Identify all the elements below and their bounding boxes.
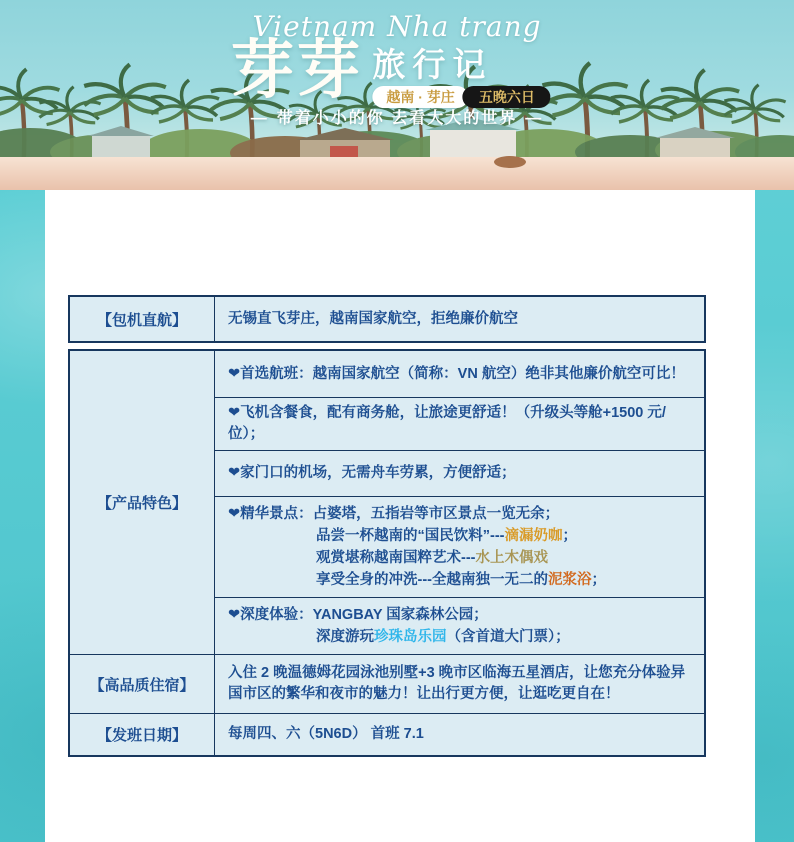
table-row — [69, 296, 705, 342]
feature-airport-cell: ❤家门口的机场，无需舟车劳累，方便舒适； — [215, 451, 706, 497]
header-titles — [0, 0, 794, 190]
charter-label-cell: 【包机直航】 — [69, 296, 215, 342]
feature-experience-cell — [215, 598, 706, 655]
highlight-drip-coffee: 滴漏奶咖 — [504, 528, 563, 544]
title-small: 旅行记 — [372, 46, 493, 83]
feature-line — [228, 604, 696, 626]
feature-text: 享受全身的冲洗---全越南独一无二的 — [316, 572, 548, 588]
location-badge: 越南 · 芽庄 — [372, 86, 468, 108]
feature-line — [228, 525, 696, 547]
feature-text: 观赏堪称越南国粹艺术--- — [316, 550, 476, 566]
tagline-left-dash: — — [250, 110, 269, 127]
tagline — [0, 105, 794, 128]
feature-line — [228, 626, 696, 648]
duration-badge: 五晚六日 — [463, 86, 551, 108]
hotel-label-cell: 【高品质住宿】 — [69, 655, 215, 714]
highlight-mud-bath: 泥浆浴 — [548, 572, 592, 588]
feature-text: ； — [591, 572, 606, 588]
charter-table — [68, 295, 706, 343]
feature-line — [228, 569, 696, 591]
departure-content-cell: 每周四、六（5N6D） 首班 7.1 — [215, 714, 706, 757]
feature-text: 品尝一杯越南的“国民饮料”--- — [316, 528, 505, 544]
table-row — [69, 350, 705, 398]
tagline-right-dash: — — [525, 110, 544, 127]
table-row — [69, 714, 705, 757]
highlight-water-puppet: 水上木偶戏 — [475, 550, 548, 566]
feature-meal-cell: ❤飞机含餐食，配有商务舱，让旅途更舒适！（升级头等舱+1500 元/位）； — [215, 398, 706, 451]
feature-sights-cell — [215, 497, 706, 598]
departure-label-cell: 【发班日期】 — [69, 714, 215, 757]
feature-text: ❤精华景点：占婆塔，五指岩等市区景点一览无余； — [228, 506, 560, 522]
feature-text: ❤深度体验：YANGBAY 国家森林公园； — [228, 607, 488, 623]
features-label-cell: 【产品特色】 — [69, 350, 215, 655]
title-big: 芽芽 — [230, 34, 363, 106]
charter-content-cell: 无锡直飞芽庄，越南国家航空，拒绝廉价航空 — [215, 296, 706, 342]
feature-text: （含首道大门票）； — [446, 629, 570, 645]
main-title — [230, 34, 550, 108]
title-column — [372, 48, 550, 108]
feature-text: ； — [562, 528, 577, 544]
tagline-text: 带着小小的你 去看大大的世界 — [276, 110, 518, 127]
script-title: Vietnam Nha trang — [252, 10, 542, 43]
itinerary-tables — [68, 295, 706, 757]
feature-line — [228, 503, 696, 525]
feature-flight-cell: ❤首选航班：越南国家航空（简称：VN 航空）绝非其他廉价航空可比！ — [215, 350, 706, 398]
highlight-pearl-island: 珍珠岛乐园 — [374, 629, 447, 645]
header-photo — [0, 0, 794, 190]
table-row — [69, 655, 705, 714]
feature-line — [228, 547, 696, 569]
hotel-content-cell: 入住 2 晚温德姆花园泳池别墅+3 晚市区临海五星酒店，让您充分体验异国市区的繁华和夜市的魅力！让出行更方便，让逛吃更自在！ — [215, 655, 706, 714]
content-card — [45, 190, 755, 842]
feature-text: 深度游玩 — [316, 629, 374, 645]
details-table — [68, 349, 706, 757]
